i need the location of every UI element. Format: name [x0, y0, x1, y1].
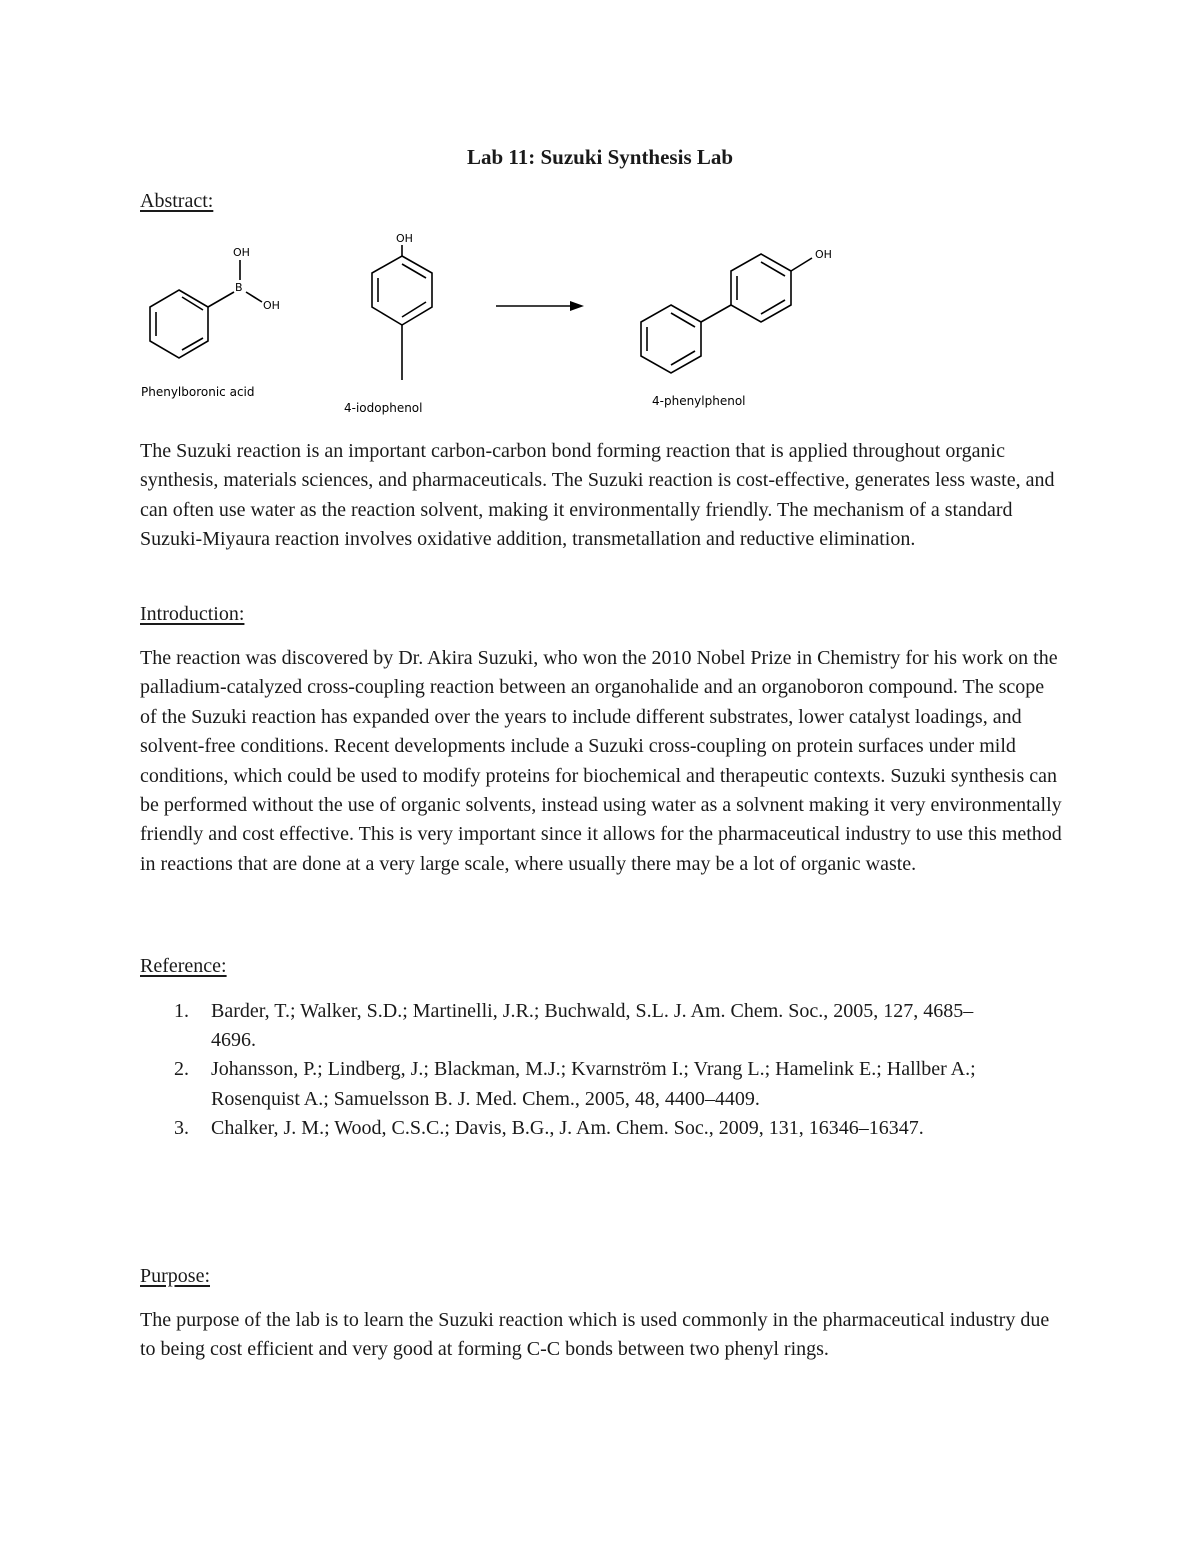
benzene-ring-reactant1 [150, 290, 208, 358]
purpose-heading: Purpose: [140, 1265, 210, 1287]
reference-list [140, 997, 1000, 1143]
atom-oh-label: OH [396, 232, 413, 245]
reference-number: 3. [174, 1116, 189, 1139]
introduction-text: The reaction was discovered by Dr. Akira Suzuki, who won the 2010 Nobel Prize in Chemistry for his work on the palladium-catalyzed cross-coupling reaction between an organohalide and an organoboron compound. The scope of the Suzuki reaction has expanded over the years to include different substrates, lower catalyst loadings, and solvent-free conditions. Recent developments include a Suzuki cross-coupling on protein surfaces under mild conditions, which could be used to modify proteins for biochemical and therapeutic contexts. Suzuki synthesis can be performed without the use of organic solvents, instead using water as a solvnent making it very environmentally friendly and cost effective. This is very important since it allows for the pharmaceutical industry to use this method in reactions that are done at a very large scale, where usually there may be a lot of organic waste. [140, 647, 1062, 875]
reactant1-label: Phenylboronic acid [141, 385, 255, 399]
introduction-heading: Introduction: [140, 603, 245, 625]
product-label: 4-phenylphenol [652, 394, 746, 408]
reactant2-label: 4-iodophenol [344, 401, 423, 415]
benzene-ring-reactant2 [372, 256, 432, 325]
abstract-heading: Abstract: [140, 190, 214, 212]
list-item [140, 997, 1000, 1055]
atom-b-label: B [235, 281, 243, 294]
reaction-scheme [120, 222, 860, 422]
benzene-ring-product-upper [731, 254, 791, 322]
atom-oh-label: OH [815, 248, 832, 261]
purpose-text: The purpose of the lab is to learn the Suzuki reaction which is used commonly in the pharmaceutical industry due to being cost efficient and very good at forming C-C bonds between two phenyl rings. [140, 1309, 1050, 1361]
reference-text: Barder, T.; Walker, S.D.; Martinelli, J.R.; Buchwald, S.L. J. Am. Chem. Soc., 2005, 127, 4685–4696. [211, 1000, 974, 1052]
abstract-text: The Suzuki reaction is an important carbon-carbon bond forming reaction that is applied throughout organic synthesis, materials sciences, and pharmaceuticals. The Suzuki reaction is cost-effective, generates less waste, and can often use water as the reaction solvent, making it environmentally friendly. The mechanism of a standard Suzuki-Miyaura reaction involves oxidative addition, transmetallation and reductive elimination. [140, 440, 1055, 551]
benzene-ring-product-lower [641, 305, 701, 373]
reference-text: Johansson, P.; Lindberg, J.; Blackman, M.J.; Kvarnström I.; Vrang L.; Hamelink E.; Hallber A.; Rosenquist A.; Samuelsson B. J. Med. Chem., 2005, 48, 4400–4409. [211, 1058, 976, 1110]
atom-oh-label: OH [263, 299, 280, 312]
list-item [140, 1114, 1000, 1143]
reference-heading: Reference: [140, 955, 227, 977]
reference-text: Chalker, J. M.; Wood, C.S.C.; Davis, B.G., J. Am. Chem. Soc., 2009, 131, 16346–16347. [211, 1116, 924, 1139]
list-item [140, 1055, 1000, 1113]
atom-oh-label: OH [233, 246, 250, 259]
reference-number: 1. [174, 1000, 189, 1022]
page-title: Lab 11: Suzuki Synthesis Lab [466, 145, 734, 169]
reference-number: 2. [174, 1058, 189, 1081]
